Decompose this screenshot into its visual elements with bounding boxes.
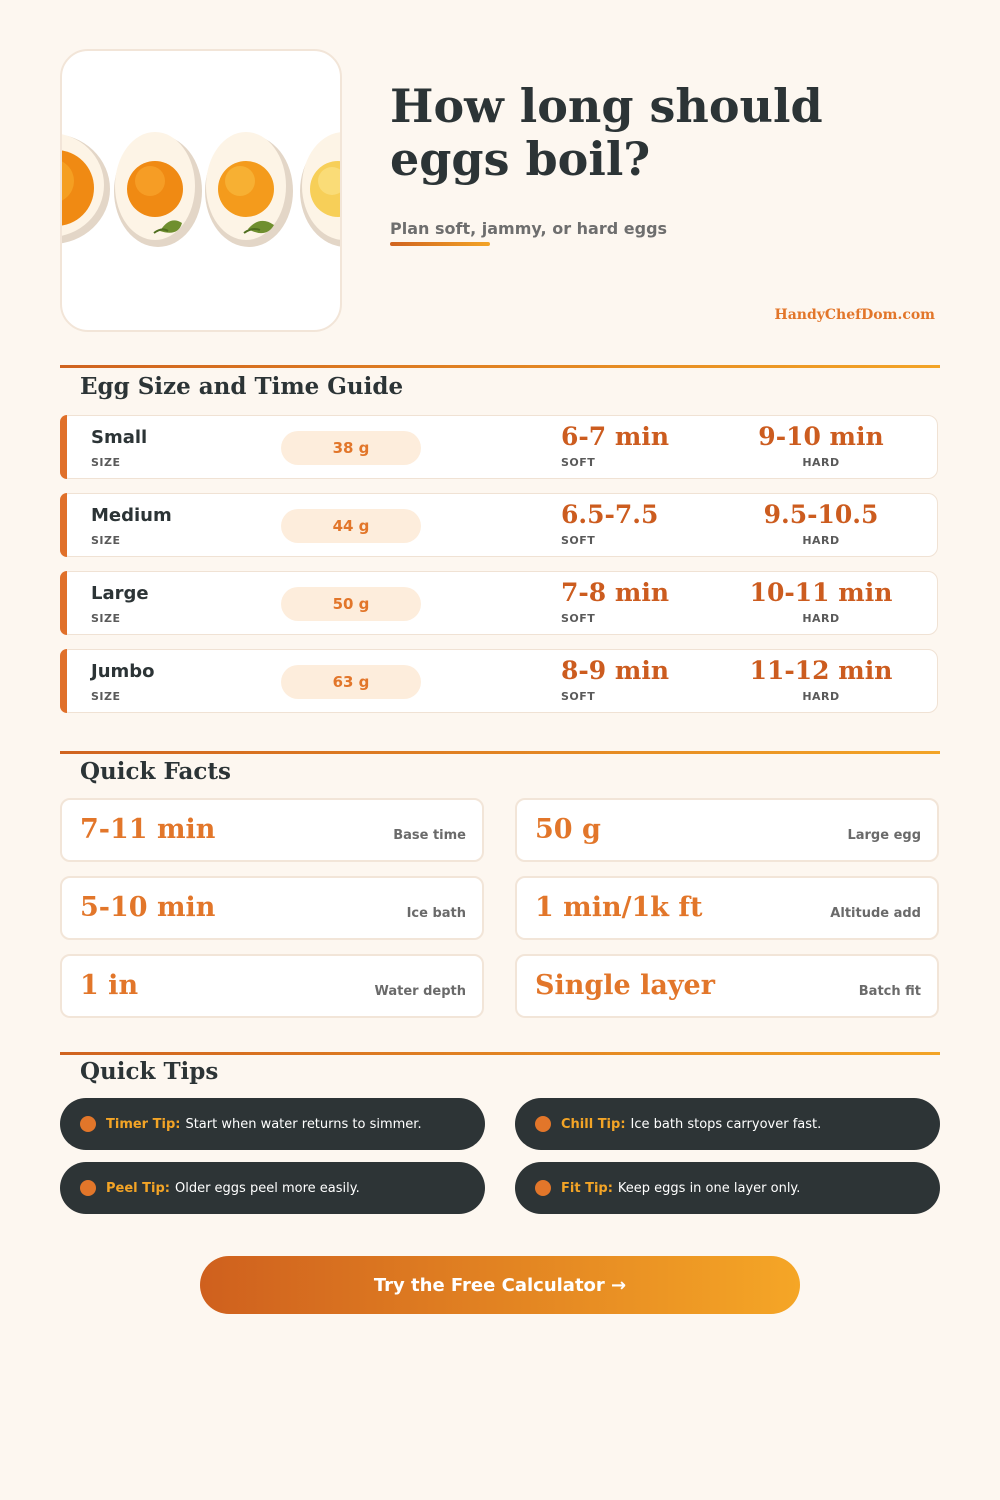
- tip-text: Older eggs peel more easily.: [174, 1180, 360, 1196]
- section-divider: [60, 365, 940, 368]
- fact-value: 5-10 min: [80, 892, 216, 923]
- soft-time: 6.5-7.5: [561, 500, 659, 529]
- tip-fit: [515, 1162, 940, 1214]
- hard-caption: HARD: [802, 612, 840, 625]
- soft-caption: SOFT: [561, 456, 596, 469]
- soft-time: 6-7 min: [561, 422, 669, 451]
- hard-caption: HARD: [802, 690, 840, 703]
- egg-half-3: [205, 132, 293, 247]
- soft-time: 8-9 min: [561, 656, 669, 685]
- fact-card: [515, 876, 939, 940]
- fact-value: 1 min/1k ft: [535, 892, 703, 923]
- page-subtitle: Plan soft, jammy, or hard eggs: [390, 219, 668, 238]
- tip-bullet-icon: [535, 1180, 551, 1196]
- tip-bullet-icon: [80, 1180, 96, 1196]
- tip-peel: [60, 1162, 485, 1214]
- row-accent-bar: [60, 571, 67, 635]
- hard-time: 9-10 min: [758, 422, 884, 451]
- boiled-eggs-image: [60, 49, 342, 332]
- hard-time: 11-12 min: [749, 656, 893, 685]
- hard-time: 10-11 min: [749, 578, 893, 607]
- size-caption: SIZE: [91, 456, 121, 469]
- size-row-large: [60, 571, 938, 635]
- tip-timer: [60, 1098, 485, 1150]
- subtitle-underline: [390, 242, 490, 246]
- egg-half-1: [62, 133, 110, 244]
- size-name: Jumbo: [91, 661, 155, 682]
- row-accent-bar: [60, 415, 67, 479]
- egg-half-4: [300, 132, 340, 247]
- fact-value: 50 g: [535, 814, 601, 845]
- size-name: Large: [91, 583, 149, 604]
- tips-section-title: Quick Tips: [80, 1058, 219, 1085]
- size-name: Medium: [91, 505, 172, 526]
- weight-pill: 50 g: [281, 587, 421, 621]
- soft-caption: SOFT: [561, 612, 596, 625]
- tip-chill: [515, 1098, 940, 1150]
- fact-value: 7-11 min: [80, 814, 216, 845]
- guide-section-title: Egg Size and Time Guide: [80, 373, 404, 400]
- size-row-small: [60, 415, 938, 479]
- brand-link[interactable]: HandyChefDom.com: [774, 307, 935, 323]
- fact-label: Altitude add: [830, 906, 921, 921]
- tip-label: Timer Tip:: [106, 1116, 181, 1132]
- tip-bullet-icon: [535, 1116, 551, 1132]
- size-row-medium: [60, 493, 938, 557]
- hard-caption: HARD: [802, 456, 840, 469]
- weight-pill: 63 g: [281, 665, 421, 699]
- tip-text: Start when water returns to simmer.: [185, 1116, 422, 1132]
- fact-value: 1 in: [80, 970, 139, 1001]
- section-divider: [60, 751, 940, 754]
- fact-value: Single layer: [535, 970, 715, 1001]
- fact-card: [60, 798, 484, 862]
- soft-caption: SOFT: [561, 690, 596, 703]
- soft-time: 7-8 min: [561, 578, 669, 607]
- fact-card: [515, 954, 939, 1018]
- weight-pill: 44 g: [281, 509, 421, 543]
- row-accent-bar: [60, 493, 67, 557]
- tip-text: Ice bath stops carryover fast.: [630, 1116, 822, 1132]
- fact-card: [515, 798, 939, 862]
- fact-label: Batch fit: [858, 984, 921, 999]
- fact-card: [60, 876, 484, 940]
- page-title: How long should eggs boil?: [390, 79, 823, 186]
- fact-label: Large egg: [847, 828, 921, 843]
- section-divider: [60, 1052, 940, 1055]
- tip-label: Peel Tip:: [106, 1180, 170, 1196]
- facts-section-title: Quick Facts: [80, 758, 231, 785]
- hard-time: 9.5-10.5: [763, 500, 879, 529]
- fact-card: [60, 954, 484, 1018]
- size-name: Small: [91, 427, 148, 448]
- fact-label: Ice bath: [406, 906, 466, 921]
- row-accent-bar: [60, 649, 67, 713]
- tip-bullet-icon: [80, 1116, 96, 1132]
- fact-label: Water depth: [374, 984, 466, 999]
- size-row-jumbo: [60, 649, 938, 713]
- boiled-eggs-illustration: [62, 51, 340, 330]
- tip-text: Keep eggs in one layer only.: [617, 1180, 801, 1196]
- size-caption: SIZE: [91, 690, 121, 703]
- tip-label: Chill Tip:: [561, 1116, 626, 1132]
- egg-half-2: [114, 132, 202, 247]
- hard-caption: HARD: [802, 534, 840, 547]
- fact-label: Base time: [393, 828, 466, 843]
- size-caption: SIZE: [91, 534, 121, 547]
- free-calculator-button[interactable]: Try the Free Calculator →: [200, 1256, 800, 1314]
- tip-label: Fit Tip:: [561, 1180, 613, 1196]
- weight-pill: 38 g: [281, 431, 421, 465]
- soft-caption: SOFT: [561, 534, 596, 547]
- size-caption: SIZE: [91, 612, 121, 625]
